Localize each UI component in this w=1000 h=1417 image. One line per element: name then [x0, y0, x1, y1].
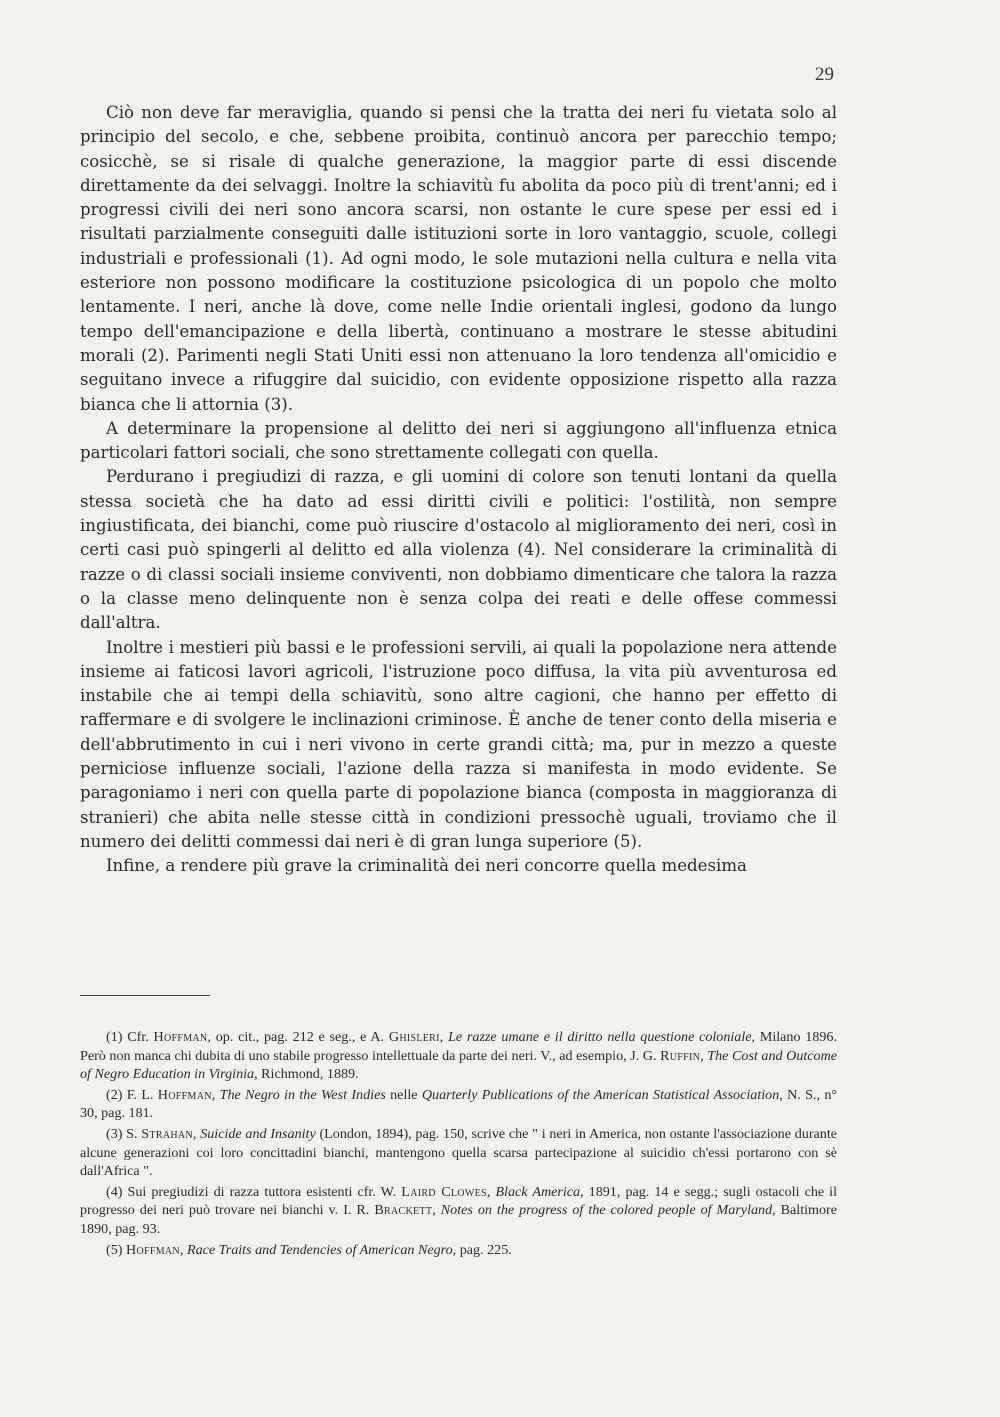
- footnote-text: Quarterly Publications of the American Statistical Association: [421, 1086, 780, 1103]
- footnote-text: (London, 1894), pag. 150, scrive che " i neri in America, non ostante l'associazione durante alcune generazioni coi loro concittadini bianchi, mantengono quella scarsa partecipazione al suicidio ch'essi portarono con sè dall'Africa ".: [80, 1125, 837, 1180]
- footnote-text: Notes on the progress of the colored people of Maryland: [440, 1202, 773, 1219]
- footnote-text: ,: [211, 1086, 220, 1103]
- footnote-text: , pag. 225.: [452, 1241, 512, 1258]
- footnote-text: , Milano 1896. Però non manca chi dubita di uno stabile progresso intellettuale da parte dei neri. V., ad esempio, J. G.: [80, 1029, 837, 1064]
- footnote-text: (1) Cfr.: [106, 1029, 154, 1045]
- paragraph: Infine, a rendere più grave la criminalità dei neri concorre quella medesima: [106, 856, 747, 876]
- footnote-text: ,: [486, 1183, 496, 1200]
- footnote-3: [80, 1125, 837, 1181]
- footnote-text: ,: [432, 1202, 441, 1219]
- footnote-1: [80, 1028, 837, 1084]
- footnote-text: Hoffman: [153, 1029, 208, 1045]
- footnote-5: [80, 1241, 837, 1260]
- footnote-text: , Richmond, 1889.: [254, 1066, 359, 1083]
- footnote-text: Ruffin: [660, 1047, 701, 1064]
- footnote-text: (4) Sui pregiudizi di razza tuttora esistenti cfr. W.: [106, 1183, 402, 1200]
- footnote-text: (2) F. L.: [106, 1086, 158, 1103]
- footnote-text: Ghisleri: [388, 1029, 440, 1045]
- footnote-text: ,: [192, 1125, 201, 1142]
- footnote-text: ,: [700, 1047, 708, 1064]
- footnote-text: Race Traits and Tendencies of American Negro: [186, 1241, 453, 1258]
- footnote-text: (3) S.: [106, 1125, 142, 1142]
- footnote-text: Strahan: [141, 1125, 193, 1142]
- footnote-text: The Negro in the West Indies: [219, 1086, 386, 1103]
- footnote-text: Le razze umane e il diritto nella questione coloniale: [448, 1029, 752, 1045]
- footnotes: [80, 1028, 837, 1261]
- footnote-text: nelle: [385, 1086, 422, 1103]
- paragraph: A determinare la propensione al delitto dei neri si aggiungono all'influenza etnica particolari fattori sociali, che sono strettamente collegati con quella.: [80, 418, 837, 463]
- footnote-text: ,: [439, 1029, 449, 1045]
- footnote-text: , Baltimore 1890, pag. 93.: [80, 1202, 837, 1237]
- footnote-text: The Cost and Outcome of Negro Education in Virginia: [80, 1047, 838, 1083]
- footnote-divider: [80, 995, 210, 996]
- paragraph: Perdurano i pregiudizi di razza, e gli uomini di colore son tenuti lontani da quella stessa società che ha dato ad essi diritti civili e politici: l'ostilità, non sempre ingiustificata, dei bianchi, come può riuscire d'ostacolo al miglioramento dei neri, così in certi casi può spingerli al delitto ed alla violenza (4). Nel considerare la criminalità di razze o di classi sociali insieme conviventi, non dobbiamo dimenticare che talora la razza o la classe meno delinquente non è senza colpa dei reati e delle offese commessi dall'altra.: [80, 467, 837, 633]
- footnote-text: , 1891, pag. 14 e segg.; sugli ostacoli che il progresso dei neri può trovare nei bianchi v. I. R.: [80, 1183, 838, 1219]
- footnote-text: Hoffman: [157, 1086, 212, 1103]
- paragraph: Inoltre i mestieri più bassi e le professioni servili, ai quali la popolazione nera attende insieme ai faticosi lavori agricoli, l'istruzione poco diffusa, la vita più avventurosa ed instabile che ai tempi della schiavitù, sono altre cagioni, che hanno per effetto di raffermare e di svolgere le inclinazioni criminose. È anche de tener conto della miseria e dell'abbrutimento in cui i neri vivono in certe grandi città; ma, pur in mezzo a queste perniciose influenze sociali, l'azione della razza si manifesta in modo evidente. Se paragoniamo i neri con quella parte di popolazione bianca (composta in maggioranza di stranieri) che abita nelle stesse città in condizioni pressochè uguali, troviamo che il numero dei delitti commessi dai neri è di gran lunga superiore (5).: [80, 637, 837, 851]
- footnote-text: Black America: [495, 1183, 581, 1200]
- footnote-text: Brackett: [374, 1202, 433, 1219]
- footnote-text: , op. cit., pag. 212 e seg., e A.: [207, 1029, 389, 1045]
- footnote-4: [80, 1183, 837, 1239]
- footnote-2: [80, 1086, 837, 1123]
- footnote-text: ,: [179, 1241, 187, 1258]
- paragraph: Ciò non deve far meraviglia, quando si pensi che la tratta dei neri fu vietata solo al principio del secolo, e che, sebbene proibita, continuò ancora per parecchio tempo; cosicchè, se si risale di qualche generazione, la maggior parte di essi discende direttamente da dei selvaggi. Inoltre la schiavitù fu abolita da poco più di trent'anni; ed i progressi civili dei neri sono ancora scarsi, non ostante le cure spese per essi ed i risultati parzialmente conseguiti dalle istituzioni sorte in loro vantaggio, scuole, collegi industriali e professionali (1). Ad ogni modo, le sole mutazioni nella cultura e nella vita esteriore non possono modificare la costituzione psicologica di un popolo che molto lentamente. I neri, anche là dove, come nelle Indie orientali inglesi, godono da lungo tempo dell'emancipazione e della libertà, continuano a mostrare le stesse abitudini morali (2). Parimenti negli Stati Uniti essi non attenuano la loro tendenza all'omicidio e seguitano invece a rifuggire dal suicidio, con evidente opposizione rispetto alla razza bianca che li attornia (3).: [80, 103, 837, 414]
- footnote-text: Suicide and Insanity: [200, 1125, 316, 1142]
- footnote-text: Laird Clowes: [401, 1183, 487, 1200]
- footnote-text: , N. S., n° 30, pag. 181.: [80, 1086, 838, 1122]
- page-number: 29: [815, 64, 834, 85]
- body-text: [80, 101, 837, 879]
- footnote-text: (5): [106, 1241, 126, 1258]
- footnote-text: Hoffman: [125, 1241, 180, 1258]
